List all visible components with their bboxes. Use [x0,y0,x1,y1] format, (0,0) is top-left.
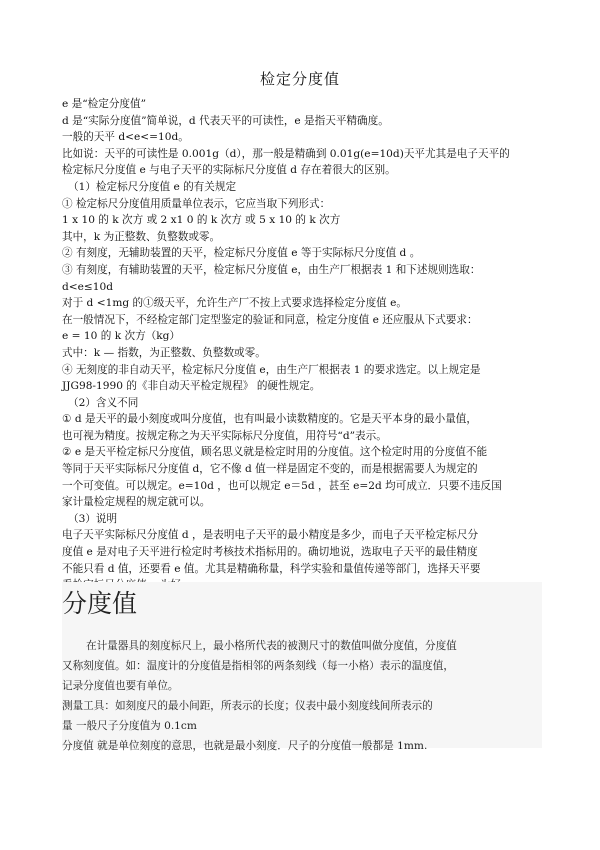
text-line: 在计量器具的刻度标尺上，最小格所代表的被测尺寸的数值叫做分度值，分度值 [86,640,457,652]
section-body [62,636,542,756]
text-line: 测量工具：如刻度尺的最小间距，所表示的长度；仪表中最小刻度线间所表示的 [62,700,433,712]
text-line: 也可视为精度。按规定称之为天平实际标尺分度值，用符号“d”表示。 [62,429,387,442]
text-line: d<e≤10d [62,280,114,293]
text-line: ③ 有刻度，有辅助装置的天平，检定标尺分度值 e，由生产厂根据表 1 和下述规则选取： [62,263,481,276]
text-line: 式中：k — 指数，为正整数、负整数或零。 [62,346,266,359]
document-body [62,96,540,594]
text-line: ① d 是天平的最小刻度或叫分度值，也有叫最小读数精度的。它是天平本身的最小量值， [62,413,477,426]
text-line: 等同于天平实际标尺分度值 d，它不像 d 值一样是固定不变的，而是根据需要人为规定的 [62,463,478,476]
text-line: ② e 是天平检定标尺分度值，顾名思义就是检定时用的分度值。这个检定时用的分度值不能 [62,446,488,459]
text-line: 检定标尺分度值 e 与电子天平的实际标尺分度值 d 存在着很大的区别。 [62,164,396,177]
text-line: ① 检定标尺分度值用质量单位表示，它应当取下列形式： [62,197,331,210]
text-line: 比如说：天平的可读性是 0.001g（d），那一般是精确到 0.01g(e=10d)天平尤其是电子天平的 [62,147,510,160]
text-line: 不能只看 d 值，还要看 e 值。尤其是精确称量，科学实验和量值传递等部门，选择天平要 [62,562,481,575]
definition-section [62,582,542,752]
text-line: 其中，k 为正整数、负整数或零。 [62,230,221,243]
text-line: e 是“检定分度值” [62,98,147,110]
text-line: e = 10 的 k 次方（kg） [62,330,181,343]
text-line: 量 一般尺子分度值为 0.1cm [62,720,197,732]
text-line: ② 有刻度，无辅助装置的天平，检定标尺分度值 e 等于实际标尺分度值 d 。 [62,247,421,260]
text-line: 1 x 10 的 k 次方 或 2 x1 0 的 k 次方 或 5 x 10 的 k 次方 [62,214,341,227]
text-line: 又称刻度值。如：温度计的分度值是指相邻的两条刻线（每一小格）表示的温度值， [62,660,454,672]
text-line: 对于 d <1mg 的①级天平，允许生产厂不按上式要求选择检定分度值 e。 [62,297,407,310]
section-heading: （3）说明 [68,512,118,525]
text-line: 一个可变值。可以规定。e=10d ，也可以规定 e＝5d ，甚至 e=2d 均可成立．只要不违反国 [62,479,502,492]
text-line: ④ 无刻度的非自动天平，检定标尺分度值 e，由生产厂根据表 1 的要求选定。以上规定是 [62,363,481,376]
section-heading: （2）含义不同 [68,396,139,409]
page-title: 检定分度值 [259,70,340,88]
text-line: 在一般情况下，不经检定部门定型鉴定的验证和同意，检定分度值 e 还应服从下式要求： [62,313,478,326]
section-heading: （1）检定标尺分度值 e 的有关规定 [68,180,237,193]
text-line: 度值 e 是对电子天平进行检定时考核技术指标用的。确切地说，选取电子天平的最佳精度 [62,546,478,559]
text-line: d 是“实际分度值”简单说，d 代表天平的可读性，e 是指天平精确度。 [62,114,389,127]
text-line: 家计量检定规程的规定就可以。 [62,496,211,509]
text-line: 分度值 就是单位刻度的意思，也就是最小刻度．尺子的分度值一般都是 1mm. [62,740,428,752]
section-title: 分度值 [62,589,138,618]
text-line: 记录分度值也要有单位。 [62,680,179,692]
text-line: JJG98-1990 的《非自动天平检定规程》 的硬性规定。 [62,380,321,393]
text-line: 电子天平实际标尺分度值 d ，是表明电子天平的最小精度是多少，而电子天平检定标尺分 [62,529,479,542]
text-line: 一般的天平 d<e<=10d。 [62,131,189,144]
